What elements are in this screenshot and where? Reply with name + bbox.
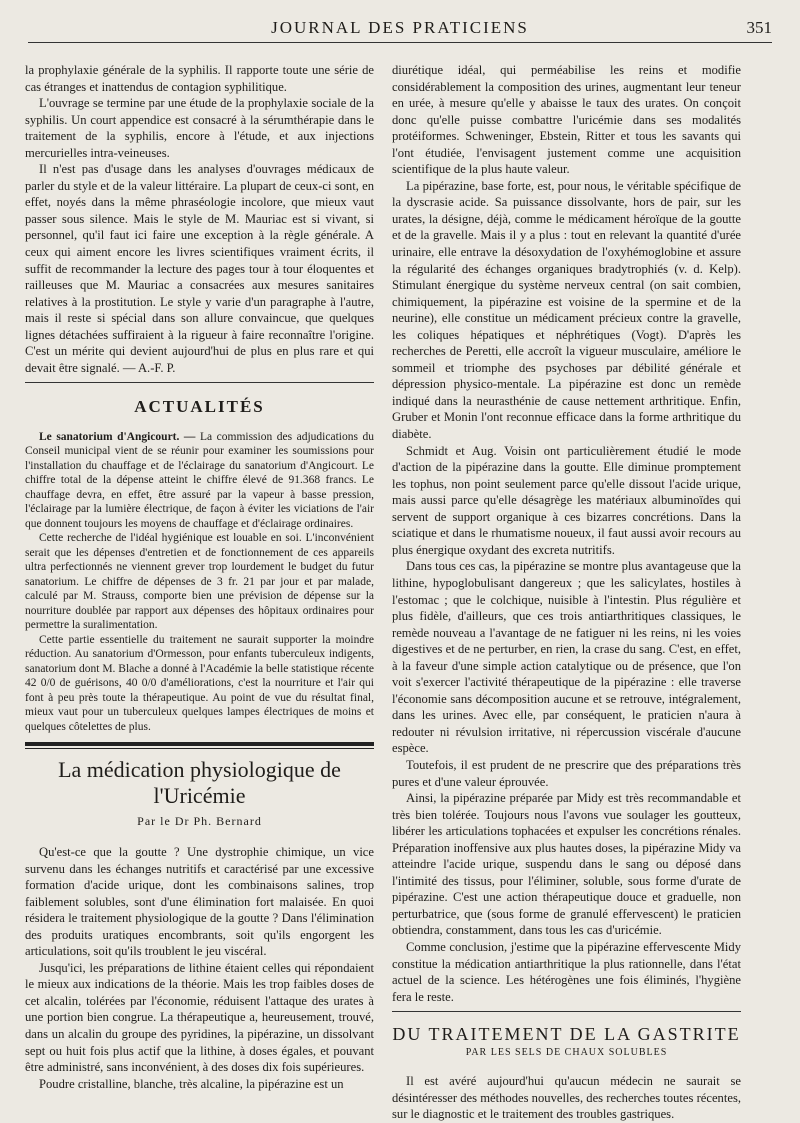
right-paragraph-2: La pipérazine, base forte, est, pour nous, le véritable spécifique de la dyscrasie acide. Sa puissance dissolvante, hors de pair, sur les urates, la désigne, déjà, comme le médicament héroïque de la goutte et de la gravelle. Mais il y a plus : tout en relevant la quantité d'urée urinaire, elle entrave la désoxydation de l'oxyhémoglobine et assure la régularité des échanges organiques bradytrophiés (v. d. Kelp). Stimulant énergique du système nerveux central (on sait combien, chimiquement, la pipérazine est voisine de la spermine et de la neurine), elle constitue un médicament précieux contre la gravelle, les coliques hépatiques et néphrétiques (Vogt). D'après les recherches de Peretti, elle accroît la vigueur musculaire, améliore le sommeil et triomphe des psychoses par débilité générale et dépression physico-mentale. La pipérazine est donc un remède indiqué dans la neurasthénie de cause nettement arthritique. Enfin, Gruber et Monin l'ont reconnue efficace dans la forme arthritique du diabète. <box>392 178 741 442</box>
article-title: La médication physiologique de l'Uricémie <box>58 757 341 809</box>
intro-paragraph-3: Il n'est pas d'usage dans les analyses d'ouvrages médicaux de parler du style et de la valeur littéraire. La plupart de ceux-ci sont, en effet, noyés dans la même phraséologie incolore, que mieux vaut passer sous silence. Mais le style de M. Mauriac est si vivant, si personnel, qu'il faut ici faire une exception à la règle générale. A ceux qui aiment encore les livres scientifiques vraiment écrits, il suffit de recommander la lecture des pages tour à tour éloquentes et railleuses que M. Mauriac a consacrées aux mesures sanitaires relatives à la prostitution. Le style y varie d'un paragraphe à l'autre, mais il reste si spécial dans son allure convaincue, que quelques lignes détachées suffiraient à la rigueur à faire reconnaître l'origine. C'est un mérite qui devient aujourd'hui de plus en plus rare et qui devait être signalé. — A.-F. P. <box>25 162 374 375</box>
section-rule <box>25 382 374 383</box>
page-number: 351 <box>746 18 772 37</box>
right-paragraph-5: Toutefois, il est prudent de ne prescrire que des préparations très pures et d'une valeur éprouvée. <box>392 757 741 789</box>
gastrite-title: DU TRAITEMENT DE LA GASTRITE <box>392 1024 741 1045</box>
actualites-paragraph-1: La commission des adjudications du Conseil municipal vient de se réunir pour examiner les soumissions pour l'installation du chauffage et de l'éclairage du sanatorium d'Angicourt. Le chiffre total de la dépense atteint le chiffre élevé de 91.368 francs. Le chauffage devra, en effet, être assuré par la vapeur à basse pression, l'éclairage par la lumière électrique, de façon à éviter les viciations de l'air que donnent toujours les moyens de chauffage et d'éclairage ordinaires. <box>25 430 374 530</box>
actualites-heading: ACTUALITÉS <box>134 397 265 417</box>
intro-paragraph-2: L'ouvrage se termine par une étude de la prophylaxie sociale de la syphilis. Un court appendice est consacré à la sérumthérapie dans le traitement de la syphilis, encore à l'étude, et aux injections mercurielles intra-veineuses. <box>25 96 374 160</box>
right-paragraph-4: Dans tous ces cas, la pipérazine se montre plus avantageuse que la lithine, hypoglobulisant dangereux ; que les salicylates, hostiles à l'estomac ; que le colchique, nuisible à l'intestin. Plus régulière et plus fidèle, d'ailleurs, que ces trois antiarthritiques classiques, le remède nouveau a l'avantage de ne fatiguer ni les reins, ni les voies digestives et de ne perturber, en rien, la crase du sang. C'est, en effet, à la faveur d'une simple action catalytique ou de présence, que l'on voit s'exercer l'activité thérapeutique de la pipérazine : elle traverse l'économie sans décomposition aucune et se retrouve, intégralement, dans les urines. Avec elle, par conséquent, le praticien n'aura à redouter ni révulsion irritative, ni répercussion viscérale d'aucune espèce. <box>392 559 741 756</box>
right-paragraph-3: Schmidt et Aug. Voisin ont particulièrement étudié le mode d'action de la pipérazine dans la goutte. Elle diminue promptement les tophus, non point seulement parce qu'elle dissout l'acide urique, mais aussi parce qu'elle désagrège les matériaux albuminoïdes qui servent de support organique à ces bizarres concrétions. Dans la sciatique et dans le rhumatisme noueux, il faut aussi avoir recours au plus énergique oxydant des excreta nutritifs. <box>392 443 741 557</box>
running-header <box>28 16 772 46</box>
article-paragraph-3: Poudre cristalline, blanche, très alcaline, la pipérazine est un <box>39 1076 344 1091</box>
gastrite-rule <box>392 1011 741 1012</box>
article-paragraph-1: Qu'est-ce que la goutte ? Une dystrophie chimique, un vice survenu dans les échanges nutritifs et caractérisé par une excessive formation d'acide urique, dont les combinaisons salines, trop faiblement solubles, sont d'une élimination fort malaisée. En quoi résidera le traitement physiologique de la goutte ? Dans l'élimination des produits uratiques encombrants, soit qu'ils engorgent les articulations, soit qu'ils troublent le jeu viscéral. <box>25 844 374 959</box>
article-byline: Par le Dr Ph. Bernard <box>137 814 262 829</box>
article-rule <box>25 742 374 749</box>
article-paragraph-2: Jusqu'ici, les préparations de lithine étaient celles qui répondaient le mieux aux indications de la théorie. Mais les trop faibles doses de cet alcalin, tolérées par l'économie, réduisent l'attaque des urates à une portion bien congrue. La thérapeutique a, heureusement, trouvé, dans un alcalin du groupe des pyridines, la pipérazine, un dissolvant sept ou huit fois plus actif que la lithine, à doses égales, et pouvant être administré, sans inconvénient, à des doses dix fois supérieures. <box>25 960 374 1075</box>
gastrite-subtitle: PAR LES SELS DE CHAUX SOLUBLES <box>465 1046 668 1058</box>
right-paragraph-1: diurétique idéal, qui perméabilise les reins et modifie considérablement la composition des urines, augmentant leur teneur en urée, à mesure qu'elle y abaisse le taux des urates. On conçoit donc qu'elle puisse combattre l'uricémie dans ses modalités protéiformes. Schweninger, Ebstein, Ritter et tous les savants qui l'ont étudiée, l'envisagent justement comme une acquisition scientifique de la plus haute valeur. <box>392 63 741 177</box>
gastrite-paragraph: Il est avéré aujourd'hui qu'aucun médecin ne saurait se désintéresser des méthodes nouvelles, des recherches toutes récentes, sur le diagnostic et le traitement des troubles gastriques. <box>392 1074 741 1122</box>
right-paragraph-6: Ainsi, la pipérazine préparée par Midy est très recommandable et très bien tolérée. Toujours nous l'avons vue soulager les goutteux, libérer les articulations tophacées et expulser les concrétions rénales. Préparation inoffensive aux plus hautes doses, la pipérazine Midy va atteindre l'acide urique, suspendu dans le sang ou déposé dans l'intimité des tissus, pour l'éliminer, soluble, sous forme d'urate de pipérazine. C'est une action thérapeutique douce et graduelle, non perturbatrice, que (sous forme de granulé effervescent) le praticien obtiendra, constamment, dans tous les cas d'uricémie. <box>392 791 741 938</box>
right-column <box>392 62 741 1123</box>
journal-title: JOURNAL DES PRATICIENS <box>271 18 529 37</box>
actualites-paragraph-3: Cette partie essentielle du traitement ne saurait supporter la moindre réduction. Au sanatorium d'Ormesson, pour enfants tuberculeux indigents, sanatorium dont M. Blache a donné à l'Académie la belle statistique récente 42 0/0 de guérisons, 40 0/0 d'améliorations, c'est la nourriture et l'air qui font à peu près toute la thérapeutique. Au point de vue du résultat final, mieux vaut pour un tuberculeux quelques lampes électriques de moins et quelques côtelettes de plus. <box>25 633 374 733</box>
intro-paragraph-1: la prophylaxie générale de la syphilis. Il rapporte toute une série de cas étranges et inattendus de contagion syphilitique. <box>25 63 374 94</box>
actualites-lead-label: Le sanatorium d'Angicourt. — <box>39 430 196 443</box>
right-paragraph-7: Comme conclusion, j'estime que la pipérazine effervescente Midy constitue la médication antiarthritique la plus rationnelle, dans l'état actuel de la science. Les hétérogènes une fois éliminés, l'hygiène fera le reste. <box>392 939 741 1004</box>
actualites-paragraph-2: Cette recherche de l'idéal hygiénique est louable en soi. L'inconvénient serait que les dépenses d'entretien et de fonctionnement de ces appareils ultra perfectionnés ne viennent grever trop lourdement le budget du futur sanatorium. Le chiffre de dépenses de 3 fr. 21 par jour et par malade, calculé par M. Strauss, comporte bien une prévision de dépense sur la nourriture doublée par rapport aux dépenses des hôpitaux ordinaires pour permettre la suralimentation. <box>25 532 374 632</box>
header-rule <box>28 42 772 43</box>
left-column <box>25 62 374 1092</box>
actualites-body <box>25 430 374 735</box>
